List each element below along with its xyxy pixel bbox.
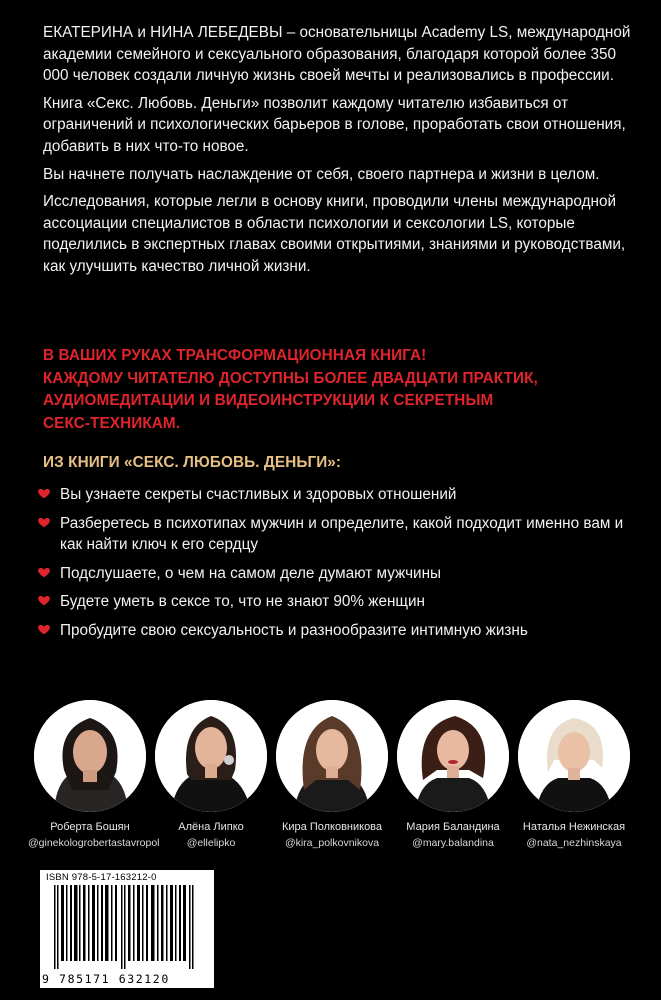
list-item <box>37 513 637 556</box>
expert-name: Кира Полковникова <box>281 821 383 833</box>
barcode-digits: 9 785171 632120 <box>42 972 170 986</box>
list-item-text: Разберетесь в психотипах мужчин и определите, какой подходит именно вам и как найти ключ к его сердцу <box>60 514 624 554</box>
expert-card <box>270 700 394 849</box>
avatar <box>276 700 388 812</box>
experts-row <box>28 700 638 860</box>
expert-name: Наталья Нежинская <box>522 821 626 833</box>
intro-paragraph-3: Вы начнете получать наслаждение от себя, своего партнера и жизни в целом. <box>43 165 600 183</box>
highlight-line: В ВАШИХ РУКАХ ТРАНСФОРМАЦИОННАЯ КНИГА! <box>43 347 427 364</box>
intro-text-block <box>43 22 633 284</box>
barcode-icon <box>48 885 206 969</box>
expert-card <box>28 700 160 849</box>
expert-card <box>391 700 515 849</box>
intro-paragraph-1-text: – основательницы Academy LS, международной академии семейного и сексуального образования, благодаря которой более 350 000 человек создали личную жизнь своей мечты и реализовались в профессии. <box>43 24 631 85</box>
conjunction-text: и <box>137 24 146 41</box>
expert-name: Мария Баландина <box>406 821 500 833</box>
barcode-panel <box>40 870 214 988</box>
list-item <box>37 620 637 642</box>
expert-name: Алёна Липко <box>178 821 244 833</box>
list-item-text: Вы узнаете секреты счастливых и здоровых отношений <box>60 486 457 503</box>
avatar <box>397 700 509 812</box>
expert-handle: @mary.balandina <box>412 837 494 849</box>
list-item-text: Будете уметь в сексе то, что не знают 90% женщин <box>60 593 425 611</box>
avatar <box>155 700 267 812</box>
highlight-line: АУДИОМЕДИТАЦИИ И ВИДЕОИНСТРУКЦИИ К СЕКРЕТНЫМ <box>43 392 494 409</box>
expert-handle: @nata_nezhinskaya <box>526 837 622 849</box>
author-name-ekaterina: ЕКАТЕРИНА <box>43 24 134 41</box>
heart-icon <box>37 622 51 636</box>
list-item <box>37 591 637 613</box>
expert-card <box>149 700 273 849</box>
avatar <box>34 700 146 812</box>
expert-handle: @kira_polkovnikova <box>284 837 380 849</box>
author-name-nina: НИНА ЛЕБЕДЕВЫ <box>150 24 283 41</box>
heart-icon <box>37 515 51 529</box>
avatar <box>518 700 630 812</box>
expert-card <box>512 700 636 849</box>
expert-name: Роберта Бошян <box>50 821 130 833</box>
heart-icon <box>37 565 51 579</box>
from-book-heading: ИЗ КНИГИ «СЕКС. ЛЮБОВЬ. ДЕНЬГИ»: <box>43 454 342 471</box>
isbn-label: ISBN 978-5-17-163212-0 <box>46 872 157 883</box>
list-item-text: Подслушаете, о чем на самом деле думают мужчины <box>60 564 442 582</box>
heart-icon <box>37 486 51 500</box>
highlight-line: СЕКС-ТЕХНИКАМ. <box>43 414 181 432</box>
list-item <box>37 563 637 585</box>
expert-handle: @ellelipko <box>186 837 236 849</box>
intro-paragraph-1 <box>43 22 633 87</box>
intro-paragraph-2: Книга «Секс. Любовь. Деньги» позволит каждому читателю избавиться от ограничений и психологических барьеров в голове, проработать свои отношения, добавить в них что-то новое. <box>43 94 626 155</box>
list-item-text: Пробудите свою сексуальность и разнообразите интимную жизнь <box>60 621 528 639</box>
list-item <box>37 484 637 506</box>
expert-handle: @ginekologrobertastavropol <box>28 837 160 849</box>
benefits-list <box>37 484 637 649</box>
highlight-block <box>43 345 643 435</box>
intro-paragraph-4: Исследования, которые легли в основу книги, проводили члены международной ассоциации специалистов в области психологии и сексологии LS, которые поделились в экспертных главах своими открытиями, знаниями и руководствами, как улучшить качество личной жизни. <box>43 193 626 275</box>
heart-icon <box>37 593 51 607</box>
highlight-line: КАЖДОМУ ЧИТАТЕЛЮ ДОСТУПНЫ БОЛЕЕ ДВАДЦАТИ ПРАКТИК, <box>43 369 538 387</box>
